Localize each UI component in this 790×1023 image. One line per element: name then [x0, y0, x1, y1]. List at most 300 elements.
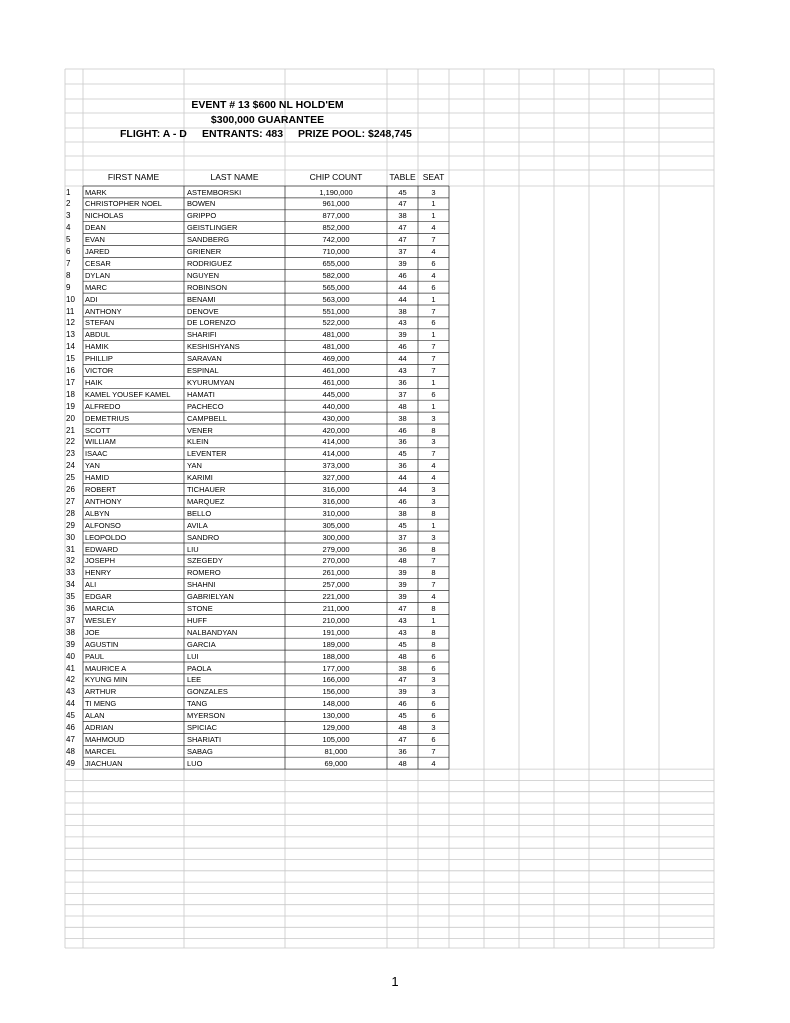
last-name-cell: KESHISHYANS: [187, 342, 240, 352]
seat-cell: 1: [431, 520, 436, 530]
last-name-cell: SHARIFI: [187, 330, 217, 340]
first-name-cell: PAUL: [85, 651, 105, 661]
first-name-cell: STEFAN: [85, 318, 115, 328]
seat-cell: 7: [431, 354, 436, 364]
last-name-cell: SZEGEDY: [187, 556, 223, 566]
first-name-cell: HENRY: [85, 568, 112, 578]
last-name-cell: LEVENTER: [187, 449, 227, 459]
first-name-cell: JOSEPH: [85, 556, 116, 566]
event-entrants: ENTRANTS: 483: [202, 128, 284, 140]
table-cell: 47: [398, 235, 407, 245]
last-name-cell: YAN: [187, 461, 202, 471]
rank-cell: 32: [66, 556, 75, 566]
table-cell: 36: [398, 746, 407, 756]
seat-cell: 6: [431, 663, 436, 673]
last-name-cell: PACHECO: [187, 401, 224, 411]
first-name-cell: ALI: [85, 580, 97, 590]
column-header-last-name: LAST NAME: [210, 172, 259, 182]
last-name-cell: MARQUEZ: [187, 496, 225, 506]
last-name-cell: SANDRO: [187, 532, 220, 542]
chip-count-cell: 414,000: [322, 437, 350, 447]
table-cell: 43: [398, 318, 407, 328]
rank-cell: 42: [66, 675, 75, 685]
table-cell: 46: [398, 342, 407, 352]
rank-cell: 36: [66, 604, 75, 613]
chip-count-cell: 565,000: [322, 282, 350, 292]
seat-cell: 7: [431, 746, 436, 756]
rank-cell: 21: [66, 425, 75, 435]
table-cell: 39: [398, 258, 407, 268]
chip-count-cell: 316,000: [322, 485, 350, 494]
table-cell: 48: [398, 723, 407, 732]
table-cell: 48: [398, 556, 407, 566]
rank-cell: 13: [66, 330, 75, 340]
seat-cell: 4: [431, 592, 436, 602]
chip-count-cell: 211,000: [322, 604, 350, 613]
chip-count-cell: 710,000: [322, 247, 350, 256]
last-name-cell: SHARIATI: [187, 734, 222, 744]
chip-count-cell: 270,000: [322, 556, 350, 566]
first-name-cell: ANTHONY: [85, 306, 122, 316]
rank-cell: 44: [66, 699, 75, 709]
seat-cell: 7: [431, 556, 436, 566]
seat-cell: 4: [431, 247, 436, 256]
chip-count-cell: 551,000: [322, 306, 350, 316]
first-name-cell: ALFONSO: [85, 520, 121, 530]
last-name-cell: SARAVAN: [187, 354, 222, 364]
last-name-cell: GARCIA: [187, 639, 216, 649]
last-name-cell: LEE: [187, 675, 202, 685]
rank-cell: 38: [66, 627, 75, 637]
last-name-cell: SHAHNI: [187, 580, 216, 590]
chip-count-cell: 191,000: [322, 627, 350, 637]
first-name-cell: JIACHUAN: [85, 758, 123, 768]
first-name-cell: ISAAC: [85, 449, 108, 459]
first-name-cell: ALAN: [85, 711, 105, 721]
seat-cell: 1: [431, 211, 436, 221]
table-cell: 38: [398, 413, 407, 423]
seat-cell: 1: [431, 330, 436, 340]
rank-cell: 40: [66, 651, 75, 661]
table-cell: 45: [398, 449, 407, 459]
last-name-cell: BELLO: [187, 508, 212, 518]
seat-cell: 3: [431, 532, 436, 542]
rank-cell: 24: [66, 461, 75, 471]
event-prize-pool: PRIZE POOL: $248,745: [298, 128, 412, 140]
last-name-cell: PAOLA: [187, 663, 212, 673]
last-name-cell: HAMATI: [187, 389, 215, 399]
seat-cell: 7: [431, 235, 436, 245]
last-name-cell: BOWEN: [187, 199, 216, 209]
table-cell: 36: [398, 437, 407, 447]
seat-cell: 6: [431, 318, 436, 328]
rank-cell: 10: [66, 294, 75, 304]
last-name-cell: GEISTLINGER: [187, 223, 238, 233]
table-cell: 38: [398, 508, 407, 518]
table-cell: 45: [398, 187, 407, 197]
rank-cell: 25: [66, 473, 75, 483]
seat-cell: 8: [431, 627, 436, 637]
first-name-cell: ROBERT: [85, 485, 117, 494]
seat-cell: 6: [431, 651, 436, 661]
rank-cell: 23: [66, 449, 75, 459]
chip-count-cell: 156,000: [322, 687, 350, 697]
last-name-cell: SANDBERG: [187, 235, 230, 245]
seat-cell: 8: [431, 604, 436, 613]
table-cell: 36: [398, 377, 407, 387]
seat-cell: 7: [431, 580, 436, 590]
event-guarantee: $300,000 GUARANTEE: [210, 114, 325, 126]
table-cell: 36: [398, 461, 407, 471]
seat-cell: 1: [431, 294, 436, 304]
first-name-cell: ADI: [85, 294, 98, 304]
seat-cell: 8: [431, 568, 436, 578]
last-name-cell: RODRIGUEZ: [187, 258, 232, 268]
first-name-cell: DEAN: [85, 223, 106, 233]
table-cell: 48: [398, 651, 407, 661]
first-name-cell: ARTHUR: [85, 687, 117, 697]
chip-count-cell: 961,000: [322, 199, 350, 209]
chip-count-cell: 300,000: [322, 532, 350, 542]
last-name-cell: ROBINSON: [187, 282, 228, 292]
table-cell: 39: [398, 592, 407, 602]
table-cell: 37: [398, 389, 407, 399]
chip-count-cell: 305,000: [322, 520, 350, 530]
table-cell: 46: [398, 496, 407, 506]
rank-cell: 29: [66, 520, 75, 530]
seat-cell: 6: [431, 699, 436, 709]
chip-count-cell: 481,000: [322, 330, 350, 340]
last-name-cell: KLEIN: [187, 437, 209, 447]
chip-count-cell: 461,000: [322, 377, 350, 387]
rank-cell: 30: [66, 532, 75, 542]
seat-cell: 7: [431, 306, 436, 316]
first-name-cell: CHRISTOPHER NOEL: [85, 199, 162, 209]
table-cell: 36: [398, 544, 407, 554]
chip-count-cell: 440,000: [322, 401, 350, 411]
seat-cell: 4: [431, 758, 436, 768]
seat-cell: 4: [431, 270, 436, 280]
chip-count-cell: 189,000: [322, 639, 350, 649]
first-name-cell: HAIK: [85, 377, 103, 387]
chip-count-cell: 742,000: [322, 235, 350, 245]
table-cell: 43: [398, 615, 407, 625]
seat-cell: 3: [431, 675, 436, 685]
seat-cell: 1: [431, 199, 436, 209]
table-cell: 38: [398, 663, 407, 673]
first-name-cell: ANTHONY: [85, 496, 122, 506]
first-name-cell: ALBYN: [85, 508, 110, 518]
seat-cell: 3: [431, 496, 436, 506]
chip-count-cell: 105,000: [322, 734, 350, 744]
first-name-cell: EVAN: [85, 235, 105, 245]
chip-count-cell: 221,000: [322, 592, 350, 602]
table-cell: 46: [398, 270, 407, 280]
rank-cell: 17: [66, 377, 75, 387]
seat-cell: 1: [431, 401, 436, 411]
rank-cell: 2: [66, 199, 71, 209]
first-name-cell: SCOTT: [85, 425, 111, 435]
event-title: EVENT # 13 $600 NL HOLD'EM: [191, 99, 344, 111]
table-cell: 43: [398, 366, 407, 375]
rank-cell: 43: [66, 687, 75, 697]
rank-cell: 45: [66, 711, 75, 721]
last-name-cell: VENER: [187, 425, 213, 435]
table-cell: 37: [398, 532, 407, 542]
rank-cell: 6: [66, 247, 71, 256]
first-name-cell: EDWARD: [85, 544, 119, 554]
last-name-cell: TANG: [187, 699, 208, 709]
last-name-cell: GABRIELYAN: [187, 592, 234, 602]
table-cell: 39: [398, 580, 407, 590]
rank-cell: 19: [66, 401, 75, 411]
first-name-cell: JOE: [85, 627, 100, 637]
table-cell: 47: [398, 734, 407, 744]
rank-cell: 41: [66, 663, 75, 673]
seat-cell: 7: [431, 342, 436, 352]
table-cell: 46: [398, 699, 407, 709]
chip-count-cell: 310,000: [322, 508, 350, 518]
chip-count-cell: 445,000: [322, 389, 350, 399]
seat-cell: 3: [431, 723, 436, 732]
chip-count-cell: 177,000: [322, 663, 350, 673]
first-name-cell: ALFREDO: [85, 401, 121, 411]
column-header-chip-count: CHIP COUNT: [309, 172, 363, 182]
chip-count-cell: 69,000: [324, 758, 348, 768]
first-name-cell: KYUNG MIN: [85, 675, 128, 685]
last-name-cell: ESPINAL: [187, 366, 219, 375]
seat-cell: 6: [431, 389, 436, 399]
first-name-cell: EDGAR: [85, 592, 112, 602]
rank-cell: 18: [66, 389, 75, 399]
rank-cell: 49: [66, 758, 75, 768]
rank-cell: 47: [66, 734, 75, 744]
chip-count-cell: 327,000: [322, 473, 350, 483]
last-name-cell: GONZALES: [187, 687, 228, 697]
table-cell: 37: [398, 247, 407, 256]
chip-count-cell: 279,000: [322, 544, 350, 554]
seat-cell: 4: [431, 223, 436, 233]
seat-cell: 8: [431, 508, 436, 518]
seat-cell: 4: [431, 473, 436, 483]
first-name-cell: MARCIA: [85, 604, 115, 613]
rank-cell: 11: [66, 306, 75, 316]
seat-cell: 6: [431, 734, 436, 744]
chip-count-cell: 261,000: [322, 568, 350, 578]
rank-cell: 31: [66, 544, 75, 554]
last-name-cell: KYURUMYAN: [187, 377, 235, 387]
table-cell: 46: [398, 425, 407, 435]
table-cell: 38: [398, 306, 407, 316]
column-header-table: TABLE: [389, 172, 416, 182]
first-name-cell: MARC: [85, 282, 108, 292]
last-name-cell: NALBANDYAN: [187, 627, 238, 637]
table-cell: 39: [398, 687, 407, 697]
last-name-cell: HUFF: [187, 615, 207, 625]
rank-cell: 8: [66, 270, 71, 280]
chip-count-cell: 414,000: [322, 449, 350, 459]
first-name-cell: TI MENG: [85, 699, 117, 709]
chip-count-cell: 469,000: [322, 354, 350, 364]
table-cell: 47: [398, 675, 407, 685]
seat-cell: 3: [431, 187, 436, 197]
last-name-cell: TICHAUER: [187, 485, 226, 494]
chip-count-cell: 257,000: [322, 580, 350, 590]
first-name-cell: AGUSTIN: [85, 639, 119, 649]
seat-cell: 4: [431, 461, 436, 471]
seat-cell: 6: [431, 282, 436, 292]
last-name-cell: ASTEMBORSKI: [187, 187, 242, 197]
chip-count-cell: 522,000: [322, 318, 350, 328]
rank-cell: 5: [66, 235, 71, 245]
page-number: 1: [391, 974, 399, 989]
seat-cell: 8: [431, 544, 436, 554]
first-name-cell: YAN: [85, 461, 100, 471]
seat-cell: 3: [431, 485, 436, 494]
seat-cell: 1: [431, 377, 436, 387]
chip-count-cell: 166,000: [322, 675, 350, 685]
last-name-cell: BENAMI: [187, 294, 216, 304]
seat-cell: 6: [431, 258, 436, 268]
chip-count-cell: 430,000: [322, 413, 350, 423]
first-name-cell: JARED: [85, 247, 110, 256]
first-name-cell: HAMID: [85, 473, 110, 483]
chip-count-cell: 655,000: [322, 258, 350, 268]
first-name-cell: WILLIAM: [85, 437, 116, 447]
seat-cell: 8: [431, 425, 436, 435]
table-cell: 43: [398, 627, 407, 637]
table-cell: 44: [398, 354, 407, 364]
seat-cell: 6: [431, 711, 436, 721]
table-cell: 44: [398, 294, 407, 304]
rank-cell: 3: [66, 211, 71, 221]
rank-cell: 35: [66, 592, 75, 602]
first-name-cell: WESLEY: [85, 615, 117, 625]
table-cell: 48: [398, 401, 407, 411]
chip-count-cell: 852,000: [322, 223, 350, 233]
rank-cell: 33: [66, 568, 75, 578]
chip-count-cell: 188,000: [322, 651, 350, 661]
chip-count-cell: 877,000: [322, 211, 350, 221]
table-cell: 44: [398, 473, 407, 483]
first-name-cell: DEMETRIUS: [85, 413, 130, 423]
table-cell: 45: [398, 520, 407, 530]
table-cell: 38: [398, 211, 407, 221]
rank-cell: 48: [66, 746, 75, 756]
seat-cell: 1: [431, 615, 436, 625]
chip-count-cell: 316,000: [322, 496, 350, 506]
seat-cell: 3: [431, 437, 436, 447]
first-name-cell: CESAR: [85, 258, 111, 268]
last-name-cell: MYERSON: [187, 711, 225, 721]
first-name-cell: MARCEL: [85, 746, 117, 756]
rank-cell: 20: [66, 413, 75, 423]
table-cell: 39: [398, 330, 407, 340]
event-flight: FLIGHT: A - D: [120, 128, 187, 140]
last-name-cell: AVILA: [187, 520, 208, 530]
last-name-cell: GRIPPO: [187, 211, 217, 221]
last-name-cell: GRIENER: [187, 247, 222, 256]
rank-cell: 22: [66, 437, 75, 447]
last-name-cell: LIU: [187, 544, 199, 554]
chip-count-cell: 582,000: [322, 270, 350, 280]
table-cell: 47: [398, 223, 407, 233]
seat-cell: 8: [431, 639, 436, 649]
first-name-cell: MAURICE A: [85, 663, 127, 673]
chip-count-cell: 461,000: [322, 366, 350, 375]
rank-cell: 27: [66, 496, 75, 506]
rank-cell: 34: [66, 580, 75, 590]
rank-cell: 26: [66, 485, 75, 494]
rank-cell: 46: [66, 723, 75, 732]
table-cell: 44: [398, 282, 407, 292]
chip-count-cell: 130,000: [322, 711, 350, 721]
table-cell: 47: [398, 604, 407, 613]
chip-count-cell: 1,190,000: [319, 187, 353, 197]
last-name-cell: STONE: [187, 604, 213, 613]
first-name-cell: NICHOLAS: [85, 211, 124, 221]
seat-cell: 3: [431, 687, 436, 697]
rank-cell: 16: [66, 366, 75, 375]
last-name-cell: ROMERO: [187, 568, 221, 578]
last-name-cell: CAMPBELL: [187, 413, 228, 423]
rank-cell: 39: [66, 639, 75, 649]
rank-cell: 28: [66, 508, 75, 518]
chip-count-cell: 148,000: [322, 699, 350, 709]
chip-count-cell: 481,000: [322, 342, 350, 352]
last-name-cell: NGUYEN: [187, 270, 220, 280]
first-name-cell: MARK: [85, 187, 107, 197]
seat-cell: 7: [431, 366, 436, 375]
first-name-cell: ABDUL: [85, 330, 111, 340]
last-name-cell: DENOVE: [187, 306, 219, 316]
table-cell: 45: [398, 639, 407, 649]
chip-count-cell: 563,000: [322, 294, 350, 304]
last-name-cell: SPICIAC: [187, 723, 218, 732]
seat-cell: 3: [431, 413, 436, 423]
table-cell: 39: [398, 568, 407, 578]
table-cell: 47: [398, 199, 407, 209]
table-cell: 48: [398, 758, 407, 768]
column-header-first-name: FIRST NAME: [107, 172, 160, 182]
seat-cell: 7: [431, 449, 436, 459]
first-name-cell: LEOPOLDO: [85, 532, 127, 542]
first-name-cell: PHILLIP: [85, 354, 113, 364]
rank-cell: 12: [66, 318, 75, 328]
last-name-cell: LUO: [187, 758, 203, 768]
last-name-cell: DE LORENZO: [187, 318, 236, 328]
first-name-cell: VICTOR: [85, 366, 114, 375]
table-cell: 44: [398, 485, 407, 494]
chip-count-cell: 129,000: [322, 723, 350, 732]
rank-cell: 15: [66, 354, 75, 364]
chip-count-cell: 81,000: [324, 746, 348, 756]
first-name-cell: KAMEL YOUSEF KAMEL: [85, 389, 171, 399]
last-name-cell: LUI: [187, 651, 199, 661]
chip-count-cell: 373,000: [322, 461, 350, 471]
rank-cell: 4: [66, 223, 71, 233]
chip-count-cell: 210,000: [322, 615, 350, 625]
first-name-cell: HAMIK: [85, 342, 109, 352]
first-name-cell: DYLAN: [85, 270, 111, 280]
rank-cell: 37: [66, 615, 75, 625]
rank-cell: 1: [66, 187, 71, 197]
rank-cell: 14: [66, 342, 75, 352]
first-name-cell: MAHMOUD: [85, 734, 125, 744]
rank-cell: 7: [66, 258, 71, 268]
rank-cell: 9: [66, 282, 71, 292]
last-name-cell: KARIMI: [187, 473, 213, 483]
